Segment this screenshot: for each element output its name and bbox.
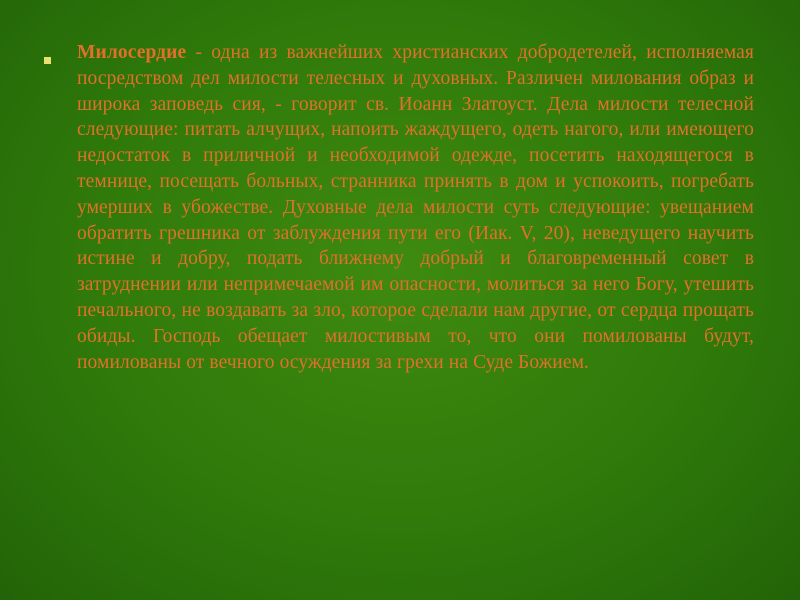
bullet-item xyxy=(44,40,754,375)
term-bold: Милосердие xyxy=(77,42,187,63)
square-bullet-icon xyxy=(44,57,51,64)
definition-text: - одна из важнейших христианских добродетелей, исполняемая посредством дел милости телесных и духовных. Различен милования образ и широка заповедь сия, - говорит св. Иоанн Златоуст. Дела милости телесной следующие: питать алчущих, напоить жаждущего, одеть нагого, или имеющего недостаток в приличной и необходимой одежде, посетить находящегося в темнице, посещать больных, странника принять в дом и успокоить, погребать умерших в убожестве. Духовные дела милости суть следующие: увещанием обратить грешника от заблуждения пути его (Иак. V, 20), неведущего научить истине и добру, подать ближнему добрый и благовременный совет в затруднении или непримечаемой им опасности, молиться за него Богу, утешить печального, не воздавать за зло, которое сделали нам другие, от сердца прощать обиды. Господь обещает милостивым то, что они помилованы будут, помилованы от вечного осуждения за грехи на Суде Божием. xyxy=(77,42,754,373)
bullet-paragraph xyxy=(77,40,754,375)
